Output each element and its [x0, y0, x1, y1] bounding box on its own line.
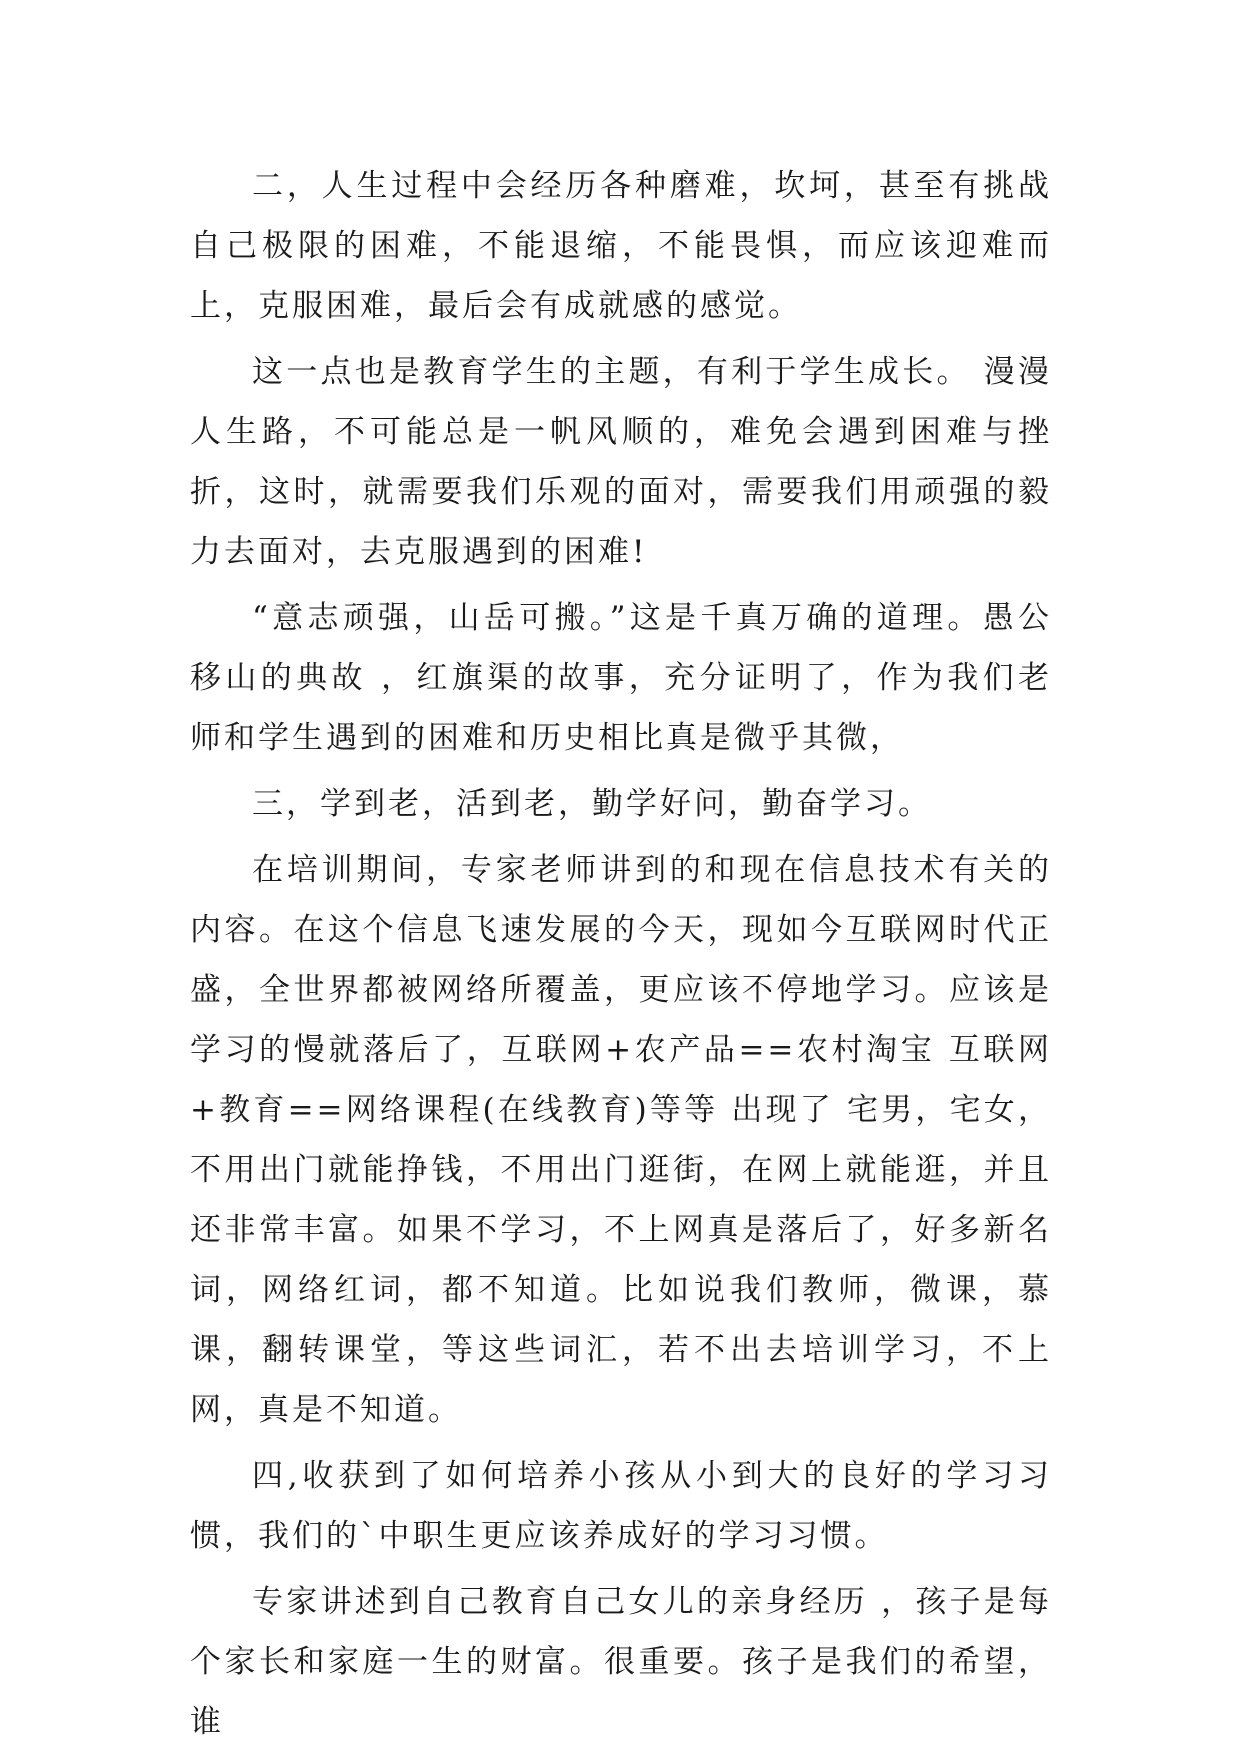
- paragraph-6: 四,收获到了如何培养小孩从小到大的良好的学习习惯，我们的`中职生更应该养成好的学习习惯。: [190, 1458, 1052, 1554]
- paragraph-3: “意志顽强，山岳可搬。”这是千真万确的道理。愚公移山的典故 ，红旗渠的故事，充分证明了，作为我们老师和学生遇到的困难和历史相比真是微乎其微，: [190, 600, 1052, 756]
- paragraph-7: 专家讲述到自己教育自己女儿的亲身经历 ，孩子是每个家长和家庭一生的财富。很重要。孩子是我们的希望，谁: [190, 1584, 1052, 1740]
- document-body: [190, 156, 1052, 1758]
- paragraph-5: 在培训期间，专家老师讲到的和现在信息技术有关的内容。在这个信息飞速发展的今天，现如今互联网时代正盛，全世界都被网络所覆盖，更应该不停地学习。应该是学习的慢就落后了，互联网+农产品==农村淘宝 互联网+教育==网络课程(在线教育)等等 出现了 宅男，宅女，不用出门就能挣钱，不用出门逛街，在网上就能逛，并且还非常丰富。如果不学习，不上网真是落后了，好多新名词，网络红词，都不知道。比如说我们教师，微课，慕课，翻转课堂，等这些词汇，若不出去培训学习，不上网，真是不知道。: [190, 852, 1052, 1428]
- paragraph-2: 这一点也是教育学生的主题，有利于学生成长。 漫漫人生路，不可能总是一帆风顺的，难免会遇到困难与挫折，这时，就需要我们乐观的面对，需要我们用顽强的毅力去面对，去克服遇到的困难!: [190, 354, 1052, 570]
- paragraph-4: 三，学到老，活到老，勤学好问，勤奋学习。: [252, 786, 932, 822]
- paragraph-1: 二，人生过程中会经历各种磨难，坎坷，甚至有挑战自己极限的困难，不能退缩，不能畏惧，而应该迎难而上，克服困难，最后会有成就感的感觉。: [190, 168, 1052, 324]
